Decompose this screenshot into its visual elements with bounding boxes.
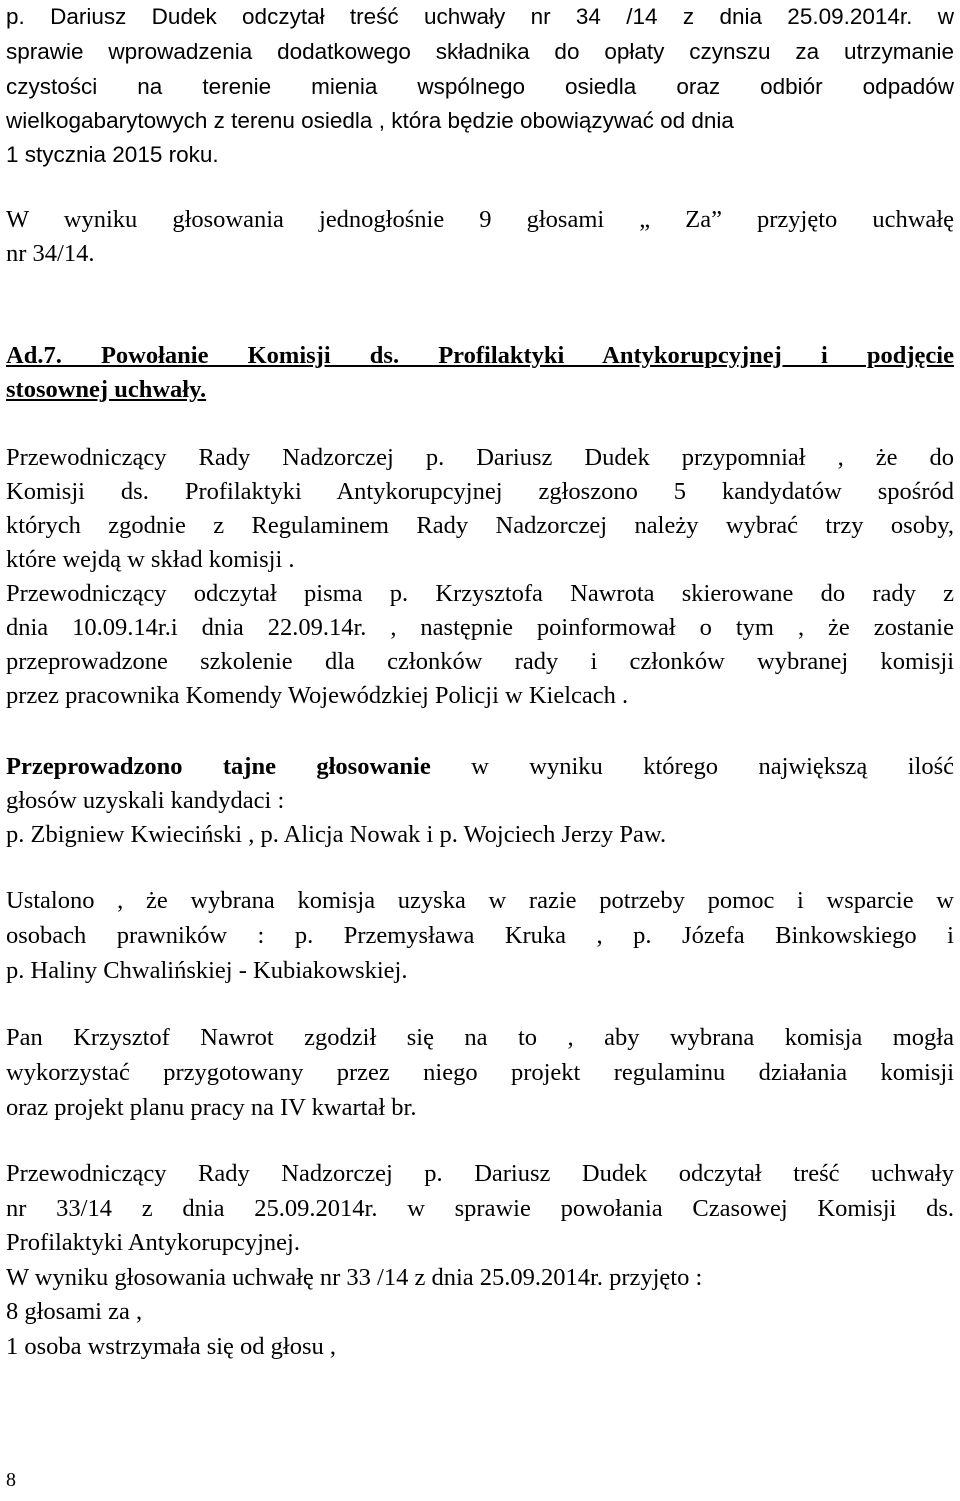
text-line: które wejdą w skład komisji .: [6, 546, 295, 573]
text-line: nr 33/14 z dnia 25.09.2014r. w sprawie powołania Czasowej Komisji ds.: [6, 1195, 954, 1222]
text-line: p. Dariusz Dudek odczytał treść uchwały nr 34 /14 z dnia 25.09.2014r. w: [6, 4, 954, 29]
text-line: Przewodniczący Rady Nadzorczej p. Dariusz Dudek przypomniał , że do: [6, 444, 954, 471]
text-line: Profilaktyki Antykorupcyjnej.: [6, 1229, 300, 1256]
text-line: wykorzystać przygotowany przez niego projekt regulaminu działania komisji: [6, 1059, 954, 1086]
text-line: Ustalono , że wybrana komisja uzyska w razie potrzeby pomoc i wsparcie w: [6, 887, 954, 914]
text-line: oraz projekt planu pracy na IV kwartał br.: [6, 1094, 417, 1121]
vote-result-line: nr 34/14.: [6, 240, 95, 267]
candidates-line: p. Zbigniew Kwieciński , p. Alicja Nowak i p. Wojciech Jerzy Paw.: [6, 821, 667, 848]
text-line: przez pracownika Komendy Wojewódzkiej Policji w Kielcach .: [6, 682, 629, 709]
text-line: Przewodniczący odczytał pisma p. Krzysztofa Nawrota skierowane do rady z: [6, 580, 954, 607]
text-line: [6, 750, 954, 784]
vote-count-line: 1 osoba wstrzymała się od głosu ,: [6, 1333, 337, 1360]
text-line: osobach prawników : p. Przemysława Kruka , p. Józefa Binkowskiego i: [6, 922, 954, 949]
text-fragment: w wyniku którego największą ilość: [430, 753, 954, 780]
vote-count-line: 8 głosami za ,: [6, 1298, 143, 1325]
text-line: wielkogabarytowych z terenu osiedla , która będzie obowiązywać od dnia: [6, 108, 734, 133]
section-heading: Ad.7. Powołanie Komisji ds. Profilaktyki Antykorupcyjnej i podjęcie: [6, 342, 954, 369]
vote-result-line: W wyniku głosowania jednogłośnie 9 głosami „ Za” przyjęto uchwałę: [6, 206, 954, 233]
text-line: sprawie wprowadzenia dodatkowego składnika do opłaty czynszu za utrzymanie: [6, 39, 954, 64]
text-line: głosów uzyskali kandydaci :: [6, 787, 285, 814]
text-line: dnia 10.09.14r.i dnia 22.09.14r. , następnie poinformował o tym , że zostanie: [6, 614, 954, 641]
section-heading: stosownej uchwały.: [6, 376, 207, 403]
text-line: których zgodnie z Regulaminem Rady Nadzorczej należy wybrać trzy osoby,: [6, 512, 954, 539]
text-line: Przewodniczący Rady Nadzorczej p. Dariusz Dudek odczytał treść uchwały: [6, 1160, 954, 1187]
text-line: Pan Krzysztof Nawrot zgodził się na to , aby wybrana komisja mogła: [6, 1024, 954, 1051]
emphasis-text: Przeprowadzono tajne głosowanie: [6, 753, 431, 780]
page-number: 8: [6, 1469, 16, 1491]
text-line: Komisji ds. Profilaktyki Antykorupcyjnej zgłoszono 5 kandydatów spośród: [6, 478, 954, 505]
text-line: p. Haliny Chwalińskiej - Kubiakowskiej.: [6, 957, 408, 984]
text-line: 1 stycznia 2015 roku.: [6, 142, 219, 167]
text-line: czystości na terenie mienia wspólnego osiedla oraz odbiór odpadów: [6, 74, 954, 99]
text-line: W wyniku głosowania uchwałę nr 33 /14 z dnia 25.09.2014r. przyjęto :: [6, 1264, 703, 1291]
text-line: przeprowadzone szkolenie dla członków rady i członków wybranej komisji: [6, 648, 954, 675]
